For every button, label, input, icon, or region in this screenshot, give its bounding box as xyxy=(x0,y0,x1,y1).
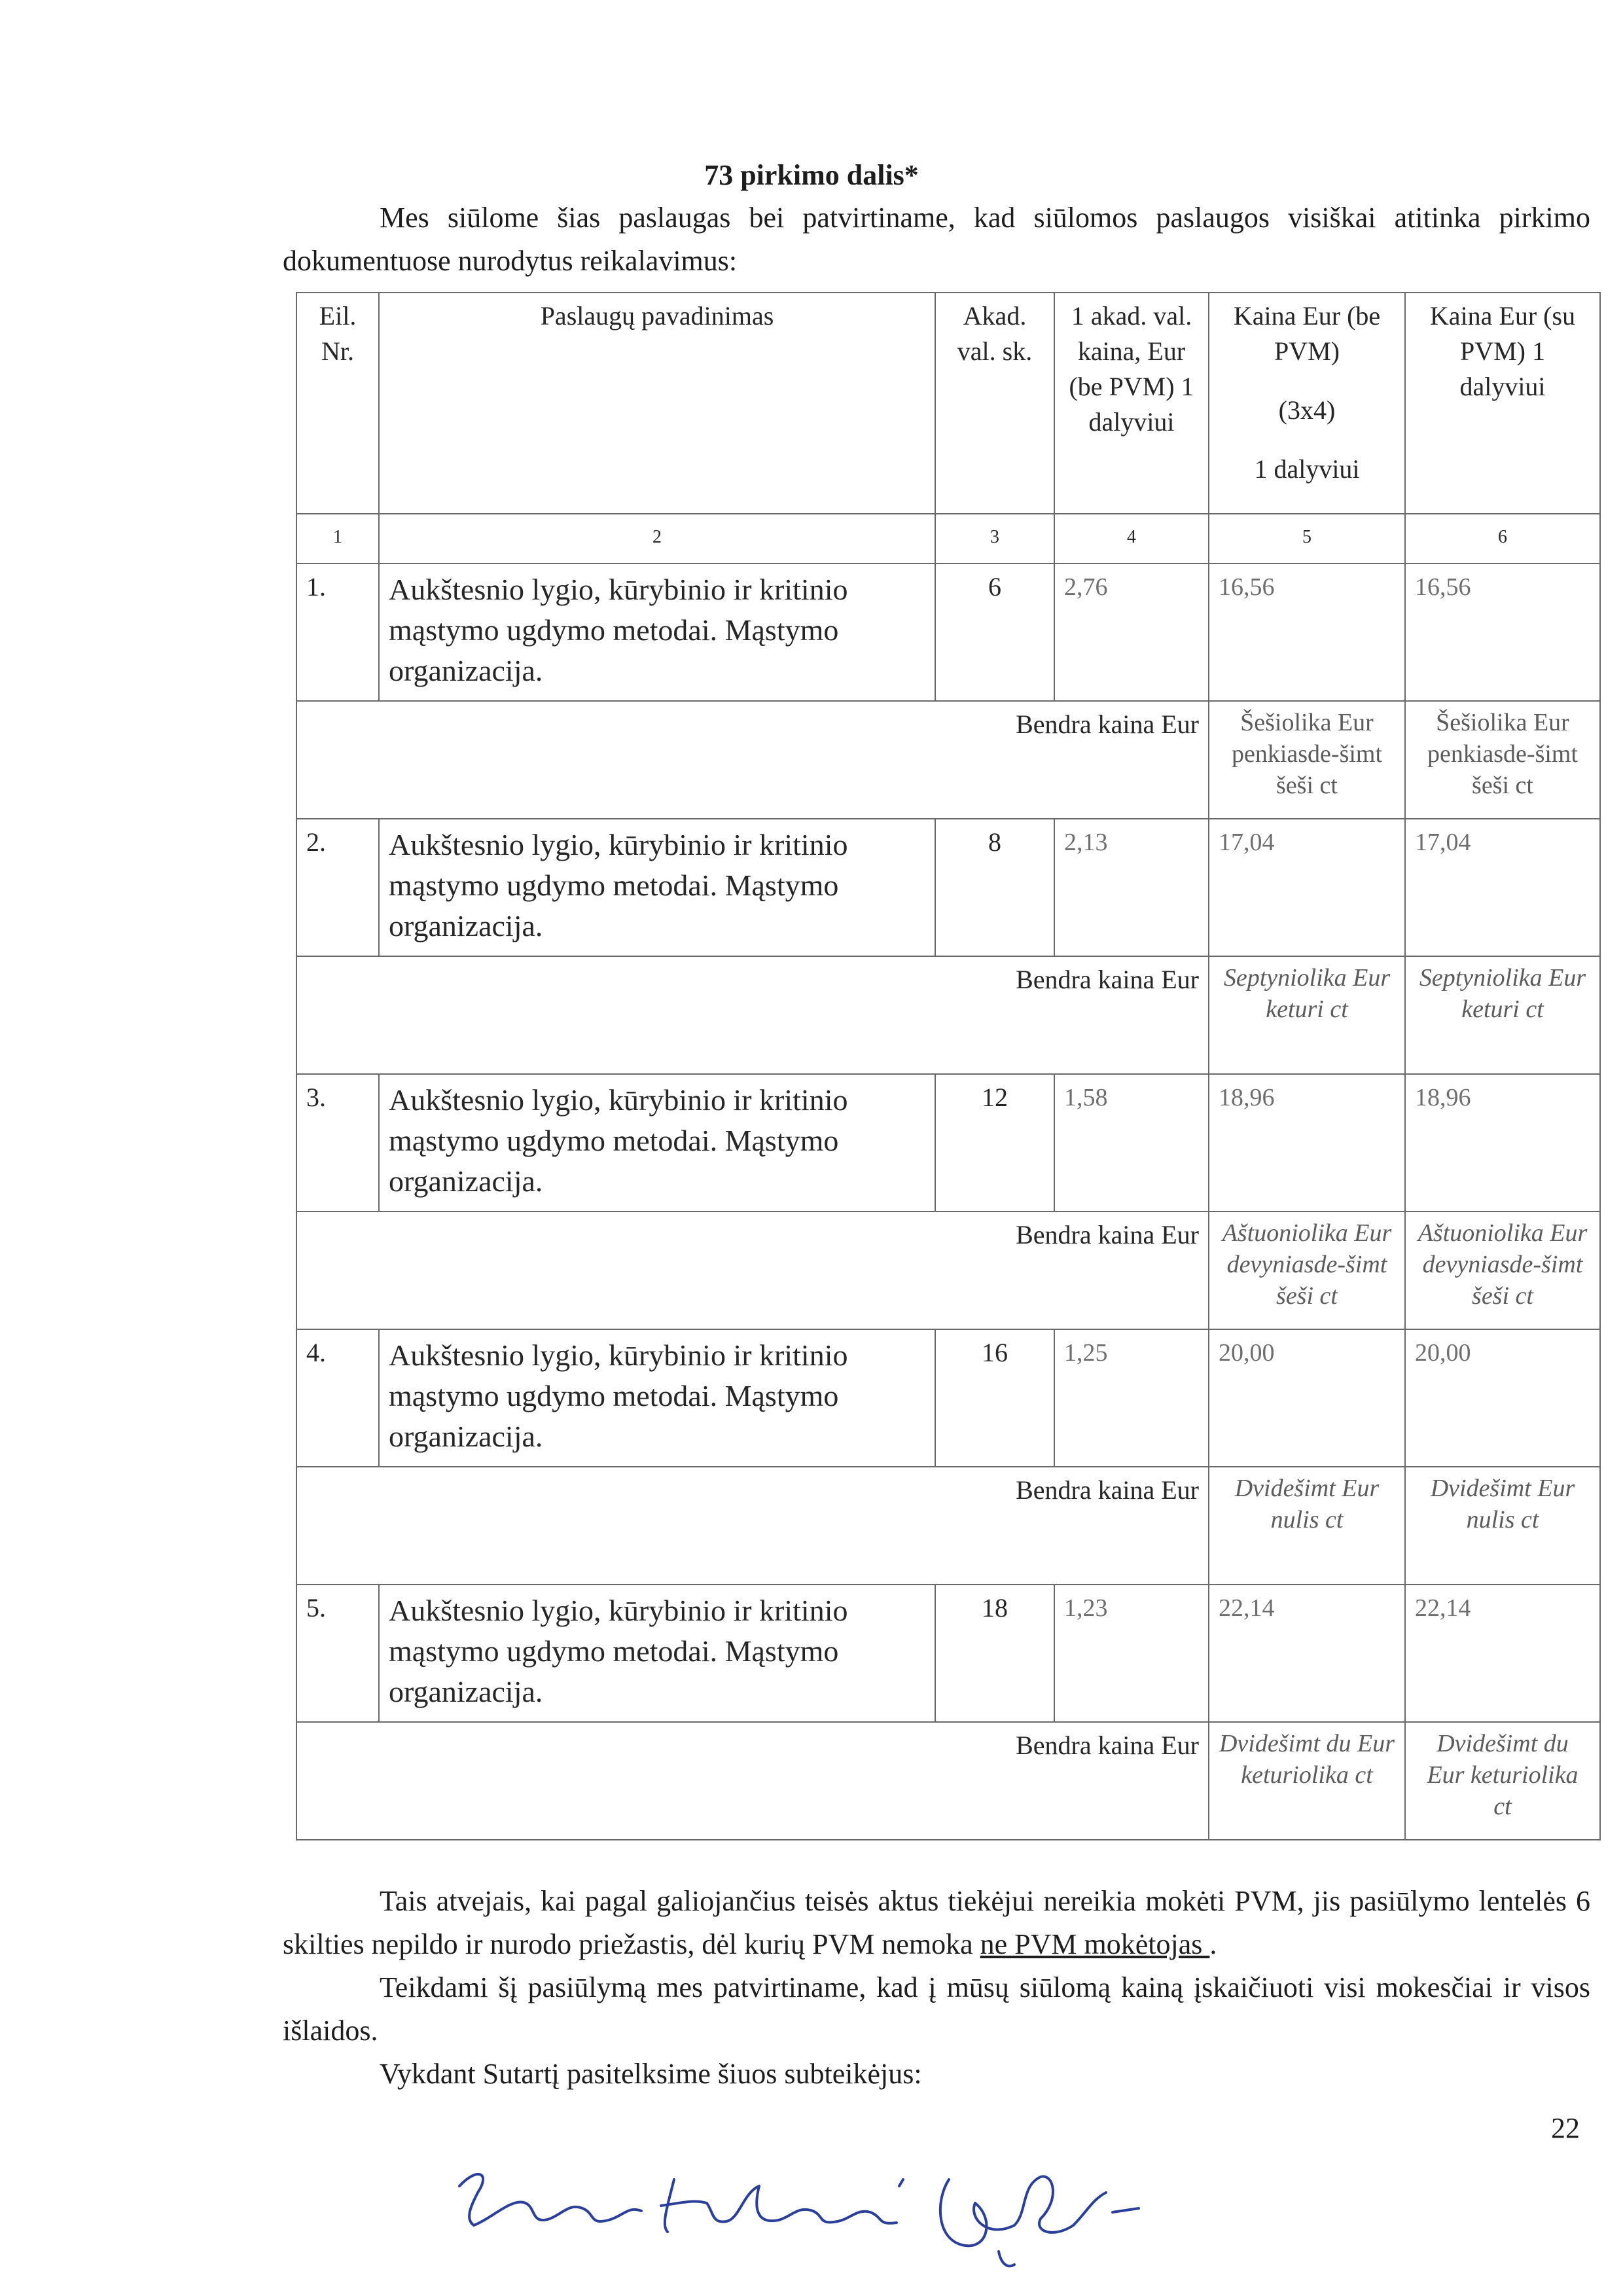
academic-hours: 6 xyxy=(935,564,1054,701)
table-row xyxy=(296,564,1600,701)
price-in-words: Dvidešimt du Eur keturiolika ct xyxy=(1209,1722,1405,1840)
header-price-no-vat-formula: (3x4) xyxy=(1278,395,1336,425)
price-with-vat: 17,04 xyxy=(1405,819,1600,956)
signature-name-stroke xyxy=(459,2174,641,2225)
header-price-no-vat xyxy=(1209,293,1405,514)
header-price-no-vat-title: Kaina Eur (be PVM) xyxy=(1233,301,1381,366)
vat-note-paragraph xyxy=(283,1880,1590,1966)
subcontractors-line: Vykdant Sutartį pasitelksime šiuos subteikėjus: xyxy=(380,2058,922,2090)
column-number: 3 xyxy=(935,514,1054,564)
column-number: 1 xyxy=(296,514,379,564)
service-name: Aukštesnio lygio, kūrybinio ir kritinio mąstymo ugdymo metodai. Mąstymo organizacija. xyxy=(379,564,935,701)
price-vat-in-words: Aštuoniolika Eur devyniasde-šimt šeši ct xyxy=(1405,1211,1600,1329)
service-name: Aukštesnio lygio, kūrybinio ir kritinio mąstymo ugdymo metodai. Mąstymo organizacija. xyxy=(379,1585,935,1722)
header-price-no-vat-unit: 1 dalyviui xyxy=(1254,454,1360,484)
table-row xyxy=(296,1074,1600,1211)
total-row xyxy=(296,701,1600,819)
unit-price: 1,58 xyxy=(1054,1074,1209,1211)
total-row xyxy=(296,1722,1600,1840)
intro-paragraph: Mes siūlome šias paslaugas bei patvirtiname, kad siūlomos paslaugos visiškai atitinka pirkimo dokumentuose nurodytus reikalavimus: xyxy=(283,202,1590,277)
price-with-vat: 22,14 xyxy=(1405,1585,1600,1722)
header-hours: Akad. val. sk. xyxy=(935,293,1054,514)
header-name: Paslaugų pavadinimas xyxy=(379,293,935,514)
offer-table xyxy=(296,292,1601,1840)
column-number-row xyxy=(296,514,1600,564)
signature-mark-stroke xyxy=(940,2176,1139,2266)
price-with-vat: 18,96 xyxy=(1405,1074,1600,1211)
table-row xyxy=(296,1585,1600,1722)
row-number: 2. xyxy=(296,819,379,956)
column-number: 6 xyxy=(1405,514,1600,564)
header-nr: Eil. Nr. xyxy=(296,293,379,514)
academic-hours: 18 xyxy=(935,1585,1054,1722)
row-number: 3. xyxy=(296,1074,379,1211)
price-in-words: Aštuoniolika Eur devyniasde-šimt šeši ct xyxy=(1209,1211,1405,1329)
header-price-vat: Kaina Eur (su PVM) 1 dalyviui xyxy=(1405,293,1600,514)
price-vat-in-words: Dvidešimt Eur nulis ct xyxy=(1405,1467,1600,1585)
academic-hours: 16 xyxy=(935,1329,1054,1467)
vat-reason-value: ne PVM mokėtojas xyxy=(980,1928,1210,1960)
total-price-label: Bendra kaina Eur xyxy=(296,1722,1209,1840)
price-in-words: Šešiolika Eur penkiasde-šimt šeši ct xyxy=(1209,701,1405,819)
vat-note-end: . xyxy=(1209,1928,1217,1960)
unit-price: 1,25 xyxy=(1054,1329,1209,1467)
total-price-label: Bendra kaina Eur xyxy=(296,956,1209,1074)
row-number: 4. xyxy=(296,1329,379,1467)
header-unit-price: 1 akad. val. kaina, Eur (be PVM) 1 dalyviui xyxy=(1054,293,1209,514)
row-number: 5. xyxy=(296,1585,379,1722)
confirmation-paragraph: Teikdami šį pasiūlymą mes patvirtiname, kad į mūsų siūlomą kainą įskaičiuoti visi mokesčiai ir visos išlaidos. xyxy=(283,1971,1590,2047)
header-row xyxy=(296,293,1600,514)
price-no-vat: 20,00 xyxy=(1209,1329,1405,1467)
section-title: 73 pirkimo dalis* xyxy=(704,159,919,191)
academic-hours: 12 xyxy=(935,1074,1054,1211)
total-row xyxy=(296,1211,1600,1329)
total-price-label: Bendra kaina Eur xyxy=(296,1467,1209,1585)
price-vat-in-words: Šešiolika Eur penkiasde-šimt šeši ct xyxy=(1405,701,1600,819)
vat-note-text: Tais atvejais, kai pagal galiojančius teisės aktus tiekėjui nereikia mokėti PVM, jis pasiūlymo lentelės 6 skilties nepildo ir nurodo priežastis, dėl kurių PVM nemoka xyxy=(283,1885,1590,1960)
signature-name-stroke xyxy=(661,2179,903,2232)
price-no-vat: 18,96 xyxy=(1209,1074,1405,1211)
total-price-label: Bendra kaina Eur xyxy=(296,1211,1209,1329)
service-name: Aukštesnio lygio, kūrybinio ir kritinio mąstymo ugdymo metodai. Mąstymo organizacija. xyxy=(379,1329,935,1467)
page-number: 22 xyxy=(1551,2112,1580,2144)
price-no-vat: 16,56 xyxy=(1209,564,1405,701)
column-number: 2 xyxy=(379,514,935,564)
price-with-vat: 20,00 xyxy=(1405,1329,1600,1467)
price-no-vat: 22,14 xyxy=(1209,1585,1405,1722)
column-number: 5 xyxy=(1209,514,1405,564)
price-in-words: Dvidešimt Eur nulis ct xyxy=(1209,1467,1405,1585)
price-vat-in-words: Dvidešimt du Eur keturiolika ct xyxy=(1405,1722,1600,1840)
table-row xyxy=(296,819,1600,956)
price-no-vat: 17,04 xyxy=(1209,819,1405,956)
total-row xyxy=(296,956,1600,1074)
handwritten-signatures xyxy=(452,2140,1145,2271)
unit-price: 2,76 xyxy=(1054,564,1209,701)
unit-price: 1,23 xyxy=(1054,1585,1209,1722)
price-with-vat: 16,56 xyxy=(1405,564,1600,701)
service-name: Aukštesnio lygio, kūrybinio ir kritinio mąstymo ugdymo metodai. Mąstymo organizacija. xyxy=(379,1074,935,1211)
table-row xyxy=(296,1329,1600,1467)
column-number: 4 xyxy=(1054,514,1209,564)
price-vat-in-words: Septyniolika Eur keturi ct xyxy=(1405,956,1600,1074)
total-price-label: Bendra kaina Eur xyxy=(296,701,1209,819)
academic-hours: 8 xyxy=(935,819,1054,956)
total-row xyxy=(296,1467,1600,1585)
price-in-words: Septyniolika Eur keturi ct xyxy=(1209,956,1405,1074)
unit-price: 2,13 xyxy=(1054,819,1209,956)
row-number: 1. xyxy=(296,564,379,701)
service-name: Aukštesnio lygio, kūrybinio ir kritinio mąstymo ugdymo metodai. Mąstymo organizacija. xyxy=(379,819,935,956)
